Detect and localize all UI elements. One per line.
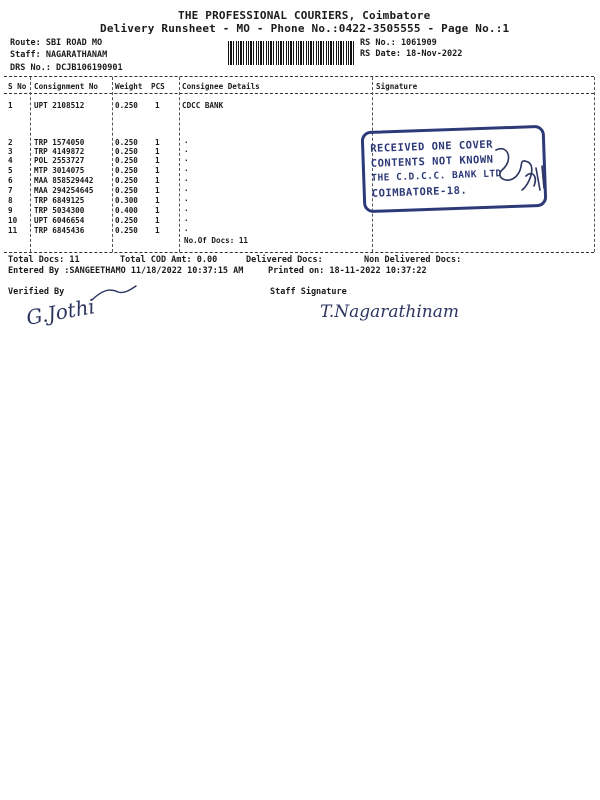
row-weight: 0.250 (115, 147, 138, 156)
row-consignee: . (184, 136, 189, 145)
runsheet-title: Delivery Runsheet - MO - Phone No.:0422-3505555 - Page No.:1 (100, 22, 510, 35)
rs-number: RS No.: 1061909 (360, 38, 437, 48)
row-consignment: TRP 6849125 (34, 196, 85, 205)
row-pcs: 1 (155, 138, 160, 147)
row-sno: 8 (8, 196, 13, 205)
row-sno: 4 (8, 156, 13, 165)
total-cod-amount: Total COD Amt: 0.00 (120, 255, 218, 265)
row-pcs: 1 (155, 101, 160, 110)
row-sno: 11 (8, 226, 18, 235)
printed-on: Printed on: 18-11-2022 10:37:22 (268, 266, 427, 276)
col-divider (30, 77, 31, 252)
row-pcs: 1 (155, 186, 160, 195)
row-consignment: TRP 5034300 (34, 206, 85, 215)
row-sno: 7 (8, 186, 13, 195)
stamp-line: CONTENTS NOT KNOWN (370, 153, 494, 170)
total-docs: Total Docs: 11 (8, 255, 80, 265)
row-consignment: MAA 294254645 (34, 186, 94, 195)
row-consignee: . (184, 214, 189, 223)
delivered-docs: Delivered Docs: (246, 255, 323, 265)
barcode-image (228, 41, 354, 65)
row-sno: 5 (8, 166, 13, 175)
row-pcs: 1 (155, 156, 160, 165)
row-sno: 9 (8, 206, 13, 215)
col-header-weight: Weight (115, 82, 143, 91)
stamp-scribble-signature (488, 140, 548, 202)
row-pcs: 1 (155, 196, 160, 205)
row-pcs: 1 (155, 226, 160, 235)
col-divider (594, 77, 595, 252)
row-weight: 0.250 (115, 156, 138, 165)
row-weight: 0.250 (115, 176, 138, 185)
non-delivered-docs: Non Delivered Docs: (364, 255, 462, 265)
entered-by: Entered By :SANGEETHAMO 11/18/2022 10:37:15 AM (8, 266, 244, 276)
row-weight: 0.250 (115, 226, 138, 235)
route-label: Route: SBI ROAD MO (10, 38, 103, 48)
verifier-signature-flourish (90, 282, 138, 304)
row-weight: 0.250 (115, 166, 138, 175)
table-header-rule (4, 93, 594, 94)
row-consignment: TRP 1574050 (34, 138, 85, 147)
col-header-signature: Signature (376, 82, 418, 91)
row-consignment: UPT 6046654 (34, 216, 85, 225)
row-consignee: . (184, 204, 189, 213)
verified-by-label: Verified By (8, 287, 65, 297)
row-consignee: . (184, 194, 189, 203)
row-consignment: MTP 3014075 (34, 166, 85, 175)
row-weight: 0.400 (115, 206, 138, 215)
col-divider (179, 77, 180, 252)
row-consignee: . (184, 174, 189, 183)
row-pcs: 1 (155, 176, 160, 185)
staff-signature-label: Staff Signature (270, 287, 347, 297)
row-consignee: . (184, 145, 189, 154)
row-pcs: 1 (155, 147, 160, 156)
row-weight: 0.250 (115, 101, 138, 110)
table-bottom-rule (4, 252, 594, 253)
row-pcs: 1 (155, 216, 160, 225)
row-weight: 0.300 (115, 196, 138, 205)
row-weight: 0.250 (115, 186, 138, 195)
row-consignment: TRP 4149872 (34, 147, 85, 156)
row-consignee: . (184, 164, 189, 173)
row-consignment: MAA 858529442 (34, 176, 94, 185)
row-consignee: . (184, 184, 189, 193)
row-consignee: . (184, 154, 189, 163)
row-sno: 1 (8, 101, 13, 110)
col-header-consignee: Consignee Details (182, 82, 260, 91)
row-consignment: POL 2553727 (34, 156, 85, 165)
row-consignment: UPT 2108512 (34, 101, 85, 110)
no-of-docs: No.Of Docs: 11 (184, 236, 249, 245)
company-title: THE PROFESSIONAL COURIERS, Coimbatore (178, 9, 431, 22)
row-consignee: CDCC BANK (182, 101, 224, 110)
row-pcs: 1 (155, 166, 160, 175)
row-consignment: TRP 6845436 (34, 226, 85, 235)
drs-number: DRS No.: DCJB106190901 (10, 63, 123, 73)
col-divider (112, 77, 113, 252)
col-header-sno: S No (8, 82, 27, 91)
stamp-line: COIMBATORE-18. (371, 184, 468, 200)
col-header-consignment: Consignment No (34, 82, 99, 91)
staff-label: Staff: NAGARATHANAM (10, 50, 108, 60)
col-header-pcs: PCS (151, 82, 165, 91)
row-sno: 6 (8, 176, 13, 185)
row-weight: 0.250 (115, 138, 138, 147)
stamp-line: THE C.D.C.C. BANK LTD (371, 168, 502, 184)
row-sno: 2 (8, 138, 13, 147)
staff-handwritten-signature: T.Nagarathinam (320, 302, 459, 322)
row-pcs: 1 (155, 206, 160, 215)
row-sno: 10 (8, 216, 18, 225)
row-consignee: . (184, 224, 189, 233)
table-top-rule (4, 76, 594, 77)
rs-date: RS Date: 18-Nov-2022 (360, 49, 463, 59)
verifier-signature: G.Jothi (24, 294, 97, 330)
stamp-line: RECEIVED ONE COVER (370, 138, 494, 155)
row-sno: 3 (8, 147, 13, 156)
row-weight: 0.250 (115, 216, 138, 225)
